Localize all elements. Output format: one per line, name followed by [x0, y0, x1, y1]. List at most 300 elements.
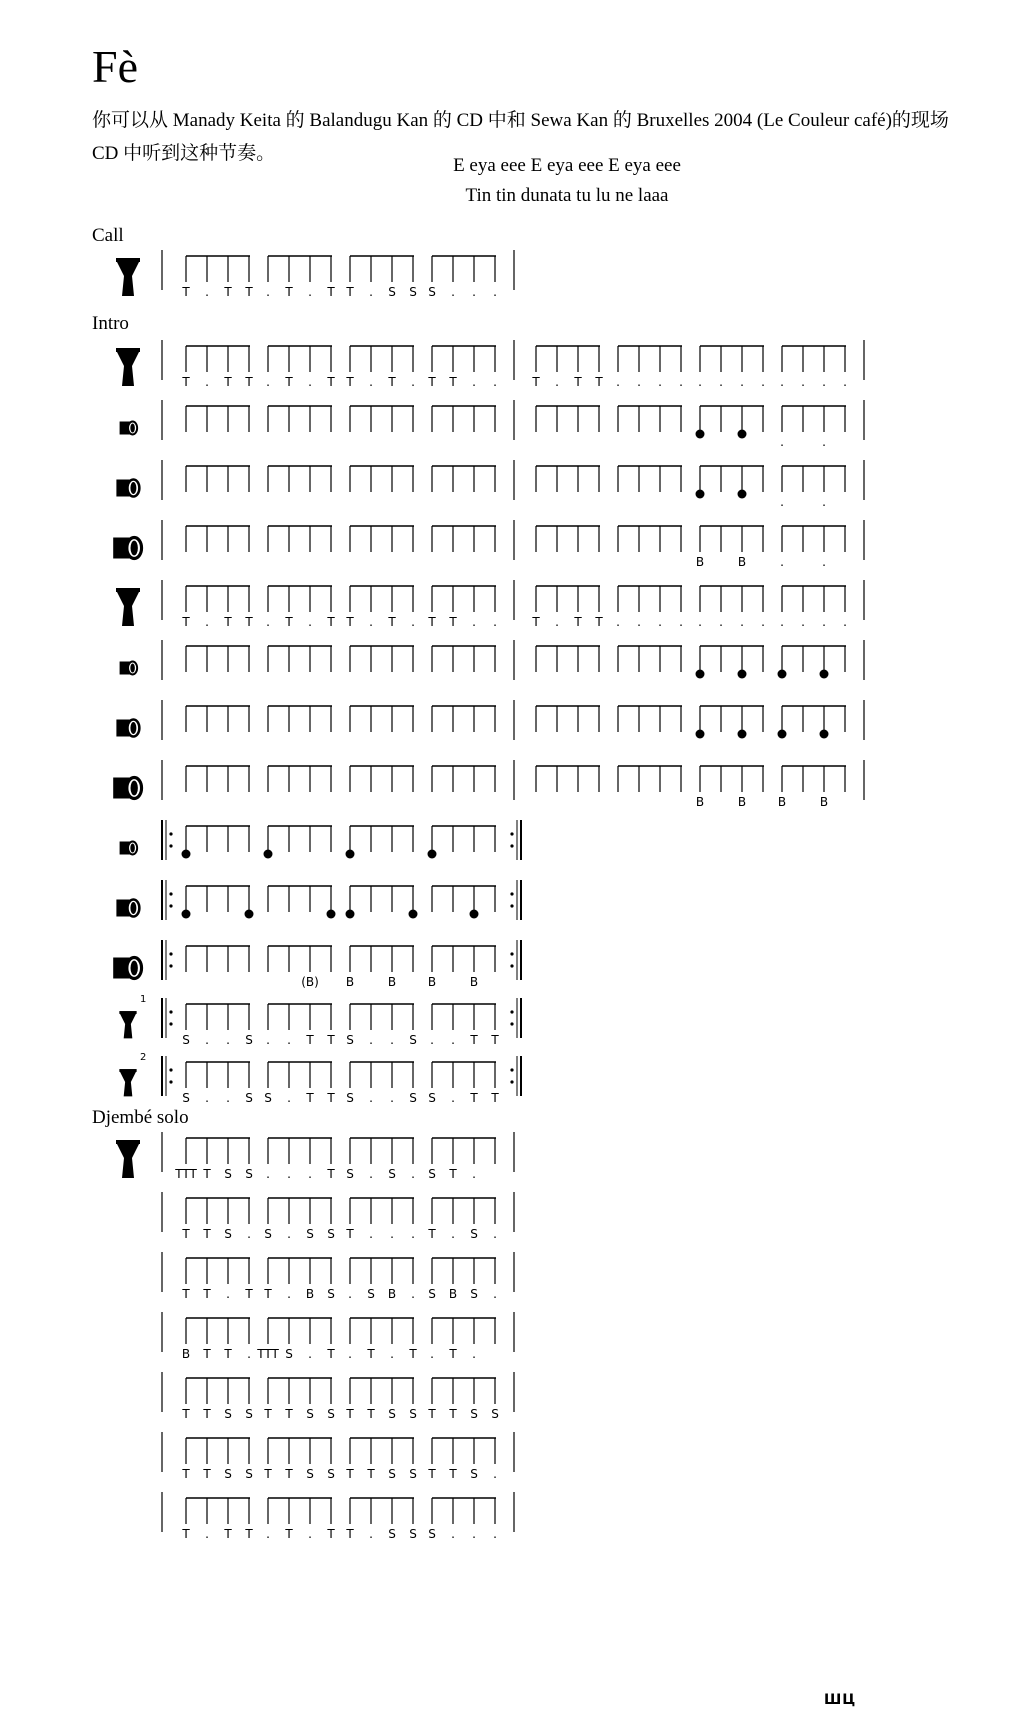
stroke-label: T — [203, 1287, 211, 1301]
dundunba-icon — [92, 938, 148, 994]
stroke-label: . — [369, 1227, 373, 1241]
rhythm-score — [162, 1490, 1024, 1546]
stroke-label: S — [224, 1167, 232, 1181]
instrument-slot — [92, 698, 162, 754]
stroke-label: T — [327, 1091, 335, 1105]
dundunba-icon — [92, 518, 148, 574]
stroke-label: T — [346, 1227, 354, 1241]
stroke-label: TTT — [175, 1167, 197, 1181]
stroke-label: T — [285, 1407, 293, 1421]
stroke-label: . — [843, 615, 847, 629]
stroke-label: . — [761, 375, 765, 389]
stroke-label: . — [822, 615, 826, 629]
stroke-label: TTT — [257, 1347, 279, 1361]
stroke-mark — [264, 850, 273, 859]
rhythm-score — [162, 458, 1024, 514]
stroke-label: T — [285, 1527, 293, 1541]
stroke-label: . — [287, 1167, 291, 1181]
stroke-mark — [738, 430, 747, 439]
stroke-label: . — [780, 555, 784, 569]
stroke-label: S — [224, 1467, 232, 1481]
stroke-label: . — [287, 1091, 291, 1105]
sangban-icon — [92, 458, 148, 514]
rhythm-score — [162, 698, 1024, 754]
stroke-label: T — [245, 615, 253, 629]
stroke-label: . — [308, 375, 312, 389]
stroke-label: . — [266, 615, 270, 629]
stroke-label: S — [245, 1033, 253, 1047]
stroke-label: T — [203, 1227, 211, 1241]
stroke-label: T — [203, 1407, 211, 1421]
stroke-label: T — [285, 615, 293, 629]
dundunba-icon — [92, 758, 148, 814]
stroke-label: . — [308, 615, 312, 629]
stroke-label: S — [409, 285, 417, 299]
stroke-label: . — [637, 375, 641, 389]
stroke-label: . — [266, 1167, 270, 1181]
stroke-label: S — [245, 1467, 253, 1481]
stroke-label: . — [637, 615, 641, 629]
lyric-line: Tin tin dunata tu lu ne laaa — [465, 185, 669, 206]
stroke-label: S — [388, 1167, 396, 1181]
stroke-label: T — [245, 375, 253, 389]
stroke-label: . — [719, 615, 723, 629]
stroke-label: T — [285, 1467, 293, 1481]
stroke-label: . — [226, 1033, 230, 1047]
stroke-label: T — [327, 1033, 335, 1047]
stroke-label: . — [472, 1527, 476, 1541]
instrument-slot — [92, 518, 162, 574]
stroke-label: S — [346, 1167, 354, 1181]
stroke-mark — [182, 850, 191, 859]
stroke-label: . — [761, 615, 765, 629]
stroke-label: S — [306, 1227, 314, 1241]
stroke-label: . — [719, 375, 723, 389]
stroke-label: . — [679, 615, 683, 629]
stroke-label: T — [182, 1527, 190, 1541]
stroke-label: . — [390, 1347, 394, 1361]
stroke-label: . — [205, 1033, 209, 1047]
stroke-label: B — [448, 1287, 458, 1301]
stroke-label: S — [388, 1527, 396, 1541]
stroke-label: S — [245, 1407, 253, 1421]
rhythm-score — [162, 578, 1024, 634]
stroke-label: T — [245, 285, 253, 299]
stroke-label: S — [491, 1407, 499, 1421]
rhythm-row — [92, 1310, 952, 1366]
stroke-label: T — [532, 615, 540, 629]
instrument-slot — [92, 1190, 162, 1246]
rhythm-row — [92, 338, 952, 394]
stroke-label: S — [470, 1407, 478, 1421]
stroke-label: S — [428, 1167, 436, 1181]
stroke-label: . — [451, 1227, 455, 1241]
stroke-label: . — [698, 615, 702, 629]
stroke-label: T — [224, 1527, 232, 1541]
stroke-label: . — [247, 1347, 251, 1361]
stroke-label: . — [411, 1227, 415, 1241]
stroke-label: T — [306, 1091, 314, 1105]
rhythm-row — [92, 248, 952, 304]
stroke-label: T — [449, 615, 457, 629]
instrument-slot — [92, 248, 162, 304]
rhythm-score — [162, 758, 1024, 814]
stroke-label: . — [472, 1167, 476, 1181]
instrument-slot — [92, 1490, 162, 1546]
rhythm-row — [92, 758, 952, 814]
instrument-slot — [92, 996, 162, 1052]
stroke-label: T — [595, 375, 603, 389]
stroke-label: T — [285, 285, 293, 299]
stroke-label: S — [327, 1227, 335, 1241]
stroke-label: T — [449, 375, 457, 389]
stroke-label: T — [327, 1347, 335, 1361]
stroke-label: . — [616, 375, 620, 389]
sangban-icon — [92, 698, 148, 754]
stroke-label: S — [409, 1091, 417, 1105]
stroke-label: S — [470, 1227, 478, 1241]
stroke-label: T — [182, 375, 190, 389]
stroke-label: T — [449, 1467, 457, 1481]
stroke-label: T — [327, 375, 335, 389]
stroke-label: T — [491, 1091, 499, 1105]
stroke-label: . — [348, 1287, 352, 1301]
stroke-mark — [820, 730, 829, 739]
stroke-mark — [696, 730, 705, 739]
stroke-label: T — [428, 1407, 436, 1421]
stroke-label: T — [182, 1407, 190, 1421]
stroke-label: S — [264, 1227, 272, 1241]
stroke-label: T — [264, 1407, 272, 1421]
stroke-label: S — [470, 1467, 478, 1481]
stroke-mark — [778, 730, 787, 739]
stroke-label: S — [346, 1091, 354, 1105]
stroke-label: T — [346, 1467, 354, 1481]
stroke-label: T — [264, 1287, 272, 1301]
section-label: Djembé solo — [92, 1107, 189, 1128]
rhythm-row — [92, 1430, 952, 1486]
stroke-label: T — [595, 615, 603, 629]
stroke-label: . — [308, 1347, 312, 1361]
stroke-mark — [696, 670, 705, 679]
stroke-label: T — [428, 615, 436, 629]
stroke-label: . — [369, 375, 373, 389]
stroke-mark — [409, 910, 418, 919]
stroke-label: T — [346, 1407, 354, 1421]
stroke-label: S — [388, 285, 396, 299]
stroke-label: (B) — [301, 975, 319, 989]
stroke-label: B — [345, 975, 355, 989]
stroke-label: . — [493, 285, 497, 299]
rhythm-score — [162, 1430, 1024, 1486]
rhythm-row — [92, 878, 952, 934]
instrument-slot — [92, 458, 162, 514]
stroke-label: T — [574, 615, 582, 629]
stroke-label: . — [411, 615, 415, 629]
instrument-slot — [92, 1370, 162, 1426]
sangban-icon — [92, 878, 148, 934]
stroke-label: B — [181, 1347, 191, 1361]
stroke-label: T — [532, 375, 540, 389]
stroke-label: T — [367, 1467, 375, 1481]
stroke-label: T — [327, 1167, 335, 1181]
stroke-label: . — [205, 375, 209, 389]
stroke-label: T — [367, 1347, 375, 1361]
stroke-label: B — [819, 795, 829, 809]
stroke-label: T — [182, 285, 190, 299]
stroke-label: T — [346, 375, 354, 389]
stroke-label: . — [226, 1287, 230, 1301]
stroke-label: . — [266, 1033, 270, 1047]
stroke-label: T — [203, 1347, 211, 1361]
djembe-icon — [92, 578, 148, 634]
stroke-label: . — [472, 285, 476, 299]
stroke-label: . — [369, 615, 373, 629]
rhythm-score — [162, 518, 1024, 574]
stroke-label: T — [203, 1167, 211, 1181]
djembe-icon — [92, 248, 148, 304]
stroke-label: . — [780, 435, 784, 449]
stroke-label: S — [428, 1287, 436, 1301]
variant-number: 1 — [140, 994, 147, 1005]
stroke-label: S — [306, 1407, 314, 1421]
instrument-slot — [92, 1130, 162, 1186]
stroke-label: . — [308, 1167, 312, 1181]
variant-number: 2 — [140, 1052, 147, 1063]
rhythm-row — [92, 938, 952, 994]
instrument-slot — [92, 638, 162, 694]
rhythm-row — [92, 1370, 952, 1426]
stroke-label: . — [780, 615, 784, 629]
rhythm-row — [92, 996, 952, 1052]
rhythm-score — [162, 1370, 1024, 1426]
section-label: Call — [92, 225, 124, 246]
stroke-label: B — [737, 555, 747, 569]
stroke-label: . — [430, 1033, 434, 1047]
stroke-label: S — [224, 1407, 232, 1421]
stroke-label: . — [390, 1227, 394, 1241]
stroke-label: B — [695, 795, 705, 809]
stroke-label: . — [822, 555, 826, 569]
stroke-label: . — [843, 375, 847, 389]
stroke-mark — [820, 670, 829, 679]
stroke-label: . — [430, 1347, 434, 1361]
stroke-label: . — [369, 285, 373, 299]
kenkeni-icon — [92, 818, 148, 874]
stroke-label: S — [182, 1091, 190, 1105]
kenkeni-icon — [92, 638, 148, 694]
rhythm-score — [162, 1054, 1024, 1110]
stroke-label: S — [388, 1407, 396, 1421]
stroke-label: . — [451, 285, 455, 299]
stroke-label: . — [369, 1033, 373, 1047]
stroke-label: . — [493, 1467, 497, 1481]
rhythm-score — [162, 1130, 1024, 1186]
stroke-label: S — [428, 1091, 436, 1105]
instrument-slot — [92, 398, 162, 454]
rhythm-row — [92, 1250, 952, 1306]
stroke-label: . — [493, 1227, 497, 1241]
stroke-label: . — [451, 1033, 455, 1047]
stroke-mark — [696, 430, 705, 439]
stroke-label: T — [428, 1467, 436, 1481]
stroke-label: . — [266, 1527, 270, 1541]
stroke-label: S — [264, 1091, 272, 1105]
stroke-label: T — [346, 285, 354, 299]
stroke-label: . — [801, 375, 805, 389]
stroke-label: . — [740, 375, 744, 389]
stroke-label: T — [224, 285, 232, 299]
stroke-label: . — [451, 1091, 455, 1105]
stroke-label: . — [369, 1167, 373, 1181]
stroke-label: T — [470, 1033, 478, 1047]
stroke-mark — [738, 490, 747, 499]
stroke-label: . — [308, 285, 312, 299]
stroke-label: . — [205, 615, 209, 629]
stroke-label: B — [427, 975, 437, 989]
stroke-label: . — [287, 1033, 291, 1047]
stroke-label: . — [658, 615, 662, 629]
stroke-mark — [428, 850, 437, 859]
rhythm-score — [162, 248, 1024, 304]
rhythm-row — [92, 698, 952, 754]
stroke-label: T — [306, 1033, 314, 1047]
rhythm-row — [92, 398, 952, 454]
stroke-label: T — [388, 375, 396, 389]
stroke-mark — [696, 490, 705, 499]
stroke-label: . — [472, 615, 476, 629]
stroke-label: . — [411, 1167, 415, 1181]
stroke-label: T — [224, 1347, 232, 1361]
rhythm-row — [92, 1130, 952, 1186]
stroke-label: T — [182, 1467, 190, 1481]
stroke-label: S — [409, 1527, 417, 1541]
rhythm-row — [92, 518, 952, 574]
stroke-label: T — [182, 1287, 190, 1301]
stroke-label: . — [226, 1091, 230, 1105]
instrument-slot — [92, 878, 162, 934]
stroke-label: B — [737, 795, 747, 809]
stroke-label: . — [472, 375, 476, 389]
stroke-label: . — [287, 1227, 291, 1241]
stroke-label: . — [205, 285, 209, 299]
rhythm-row — [92, 578, 952, 634]
stroke-label: T — [470, 1091, 478, 1105]
stroke-label: . — [390, 1033, 394, 1047]
stroke-label: S — [245, 1091, 253, 1105]
stroke-label: . — [740, 615, 744, 629]
stroke-label: . — [780, 495, 784, 509]
rhythm-row — [92, 818, 952, 874]
stroke-mark — [245, 910, 254, 919]
stroke-label: . — [369, 1091, 373, 1105]
stroke-label: T — [327, 1527, 335, 1541]
stroke-mark — [346, 910, 355, 919]
stroke-label: S — [327, 1407, 335, 1421]
rhythm-row — [92, 638, 952, 694]
stroke-label: T — [245, 1527, 253, 1541]
kenkeni-icon — [92, 398, 148, 454]
rhythm-score — [162, 818, 1024, 874]
djembe-icon — [92, 338, 148, 394]
rhythm-score — [162, 338, 1024, 394]
stroke-label: . — [472, 1347, 476, 1361]
stroke-label: . — [266, 375, 270, 389]
stroke-label: . — [822, 495, 826, 509]
stroke-label: . — [555, 375, 559, 389]
intro-paragraph: 你可以从 Manady Keita 的 Balandugu Kan 的 CD 中和 Sewa Kan 的 Bruxelles 2004 (Le Couleur café)的现场 CD 中听到这种节奏。 — [92, 110, 949, 164]
stroke-label: S — [428, 1527, 436, 1541]
stroke-label: B — [387, 1287, 397, 1301]
stroke-label: . — [205, 1527, 209, 1541]
stroke-label: . — [822, 375, 826, 389]
stroke-label: . — [555, 615, 559, 629]
instrument-slot — [92, 578, 162, 634]
stroke-label: T — [245, 1287, 253, 1301]
stroke-label: . — [205, 1091, 209, 1105]
stroke-label: B — [777, 795, 787, 809]
stroke-mark — [182, 910, 191, 919]
stroke-label: T — [428, 375, 436, 389]
stroke-mark — [738, 730, 747, 739]
stroke-label: T — [346, 1527, 354, 1541]
stroke-label: T — [388, 615, 396, 629]
footer-mark: ШЦ — [824, 1692, 857, 1708]
instrument-slot — [92, 758, 162, 814]
stroke-label: . — [658, 375, 662, 389]
instrument-slot — [92, 338, 162, 394]
instrument-slot — [92, 938, 162, 994]
stroke-label: T — [182, 615, 190, 629]
stroke-label: S — [367, 1287, 375, 1301]
rhythm-score — [162, 878, 1024, 934]
stroke-label: T — [264, 1467, 272, 1481]
stroke-label: S — [409, 1407, 417, 1421]
stroke-label: S — [327, 1287, 335, 1301]
page-title: Fè — [92, 41, 138, 92]
stroke-label: T — [449, 1167, 457, 1181]
stroke-label: . — [698, 375, 702, 389]
stroke-label: T — [367, 1407, 375, 1421]
stroke-label: . — [390, 1091, 394, 1105]
stroke-label: T — [428, 1227, 436, 1241]
instrument-slot — [92, 1250, 162, 1306]
stroke-label: T — [327, 615, 335, 629]
rhythm-score — [162, 638, 1024, 694]
instrument-slot — [92, 1430, 162, 1486]
stroke-label: S — [182, 1033, 190, 1047]
stroke-label: . — [801, 615, 805, 629]
rhythm-score — [162, 1190, 1024, 1246]
rhythm-row — [92, 458, 952, 514]
stroke-label: S — [285, 1347, 293, 1361]
stroke-label: . — [308, 1527, 312, 1541]
stroke-label: B — [469, 975, 479, 989]
stroke-label: T — [449, 1347, 457, 1361]
stroke-label: . — [780, 375, 784, 389]
instrument-slot — [92, 818, 162, 874]
section-label: Intro — [92, 313, 129, 334]
stroke-mark — [327, 910, 336, 919]
rhythm-score — [162, 938, 1024, 994]
stroke-label: T — [203, 1467, 211, 1481]
stroke-label: . — [348, 1347, 352, 1361]
rhythm-score — [162, 398, 1024, 454]
stroke-label: T — [224, 375, 232, 389]
stroke-label: . — [493, 615, 497, 629]
stroke-label: S — [306, 1467, 314, 1481]
stroke-label: T — [574, 375, 582, 389]
